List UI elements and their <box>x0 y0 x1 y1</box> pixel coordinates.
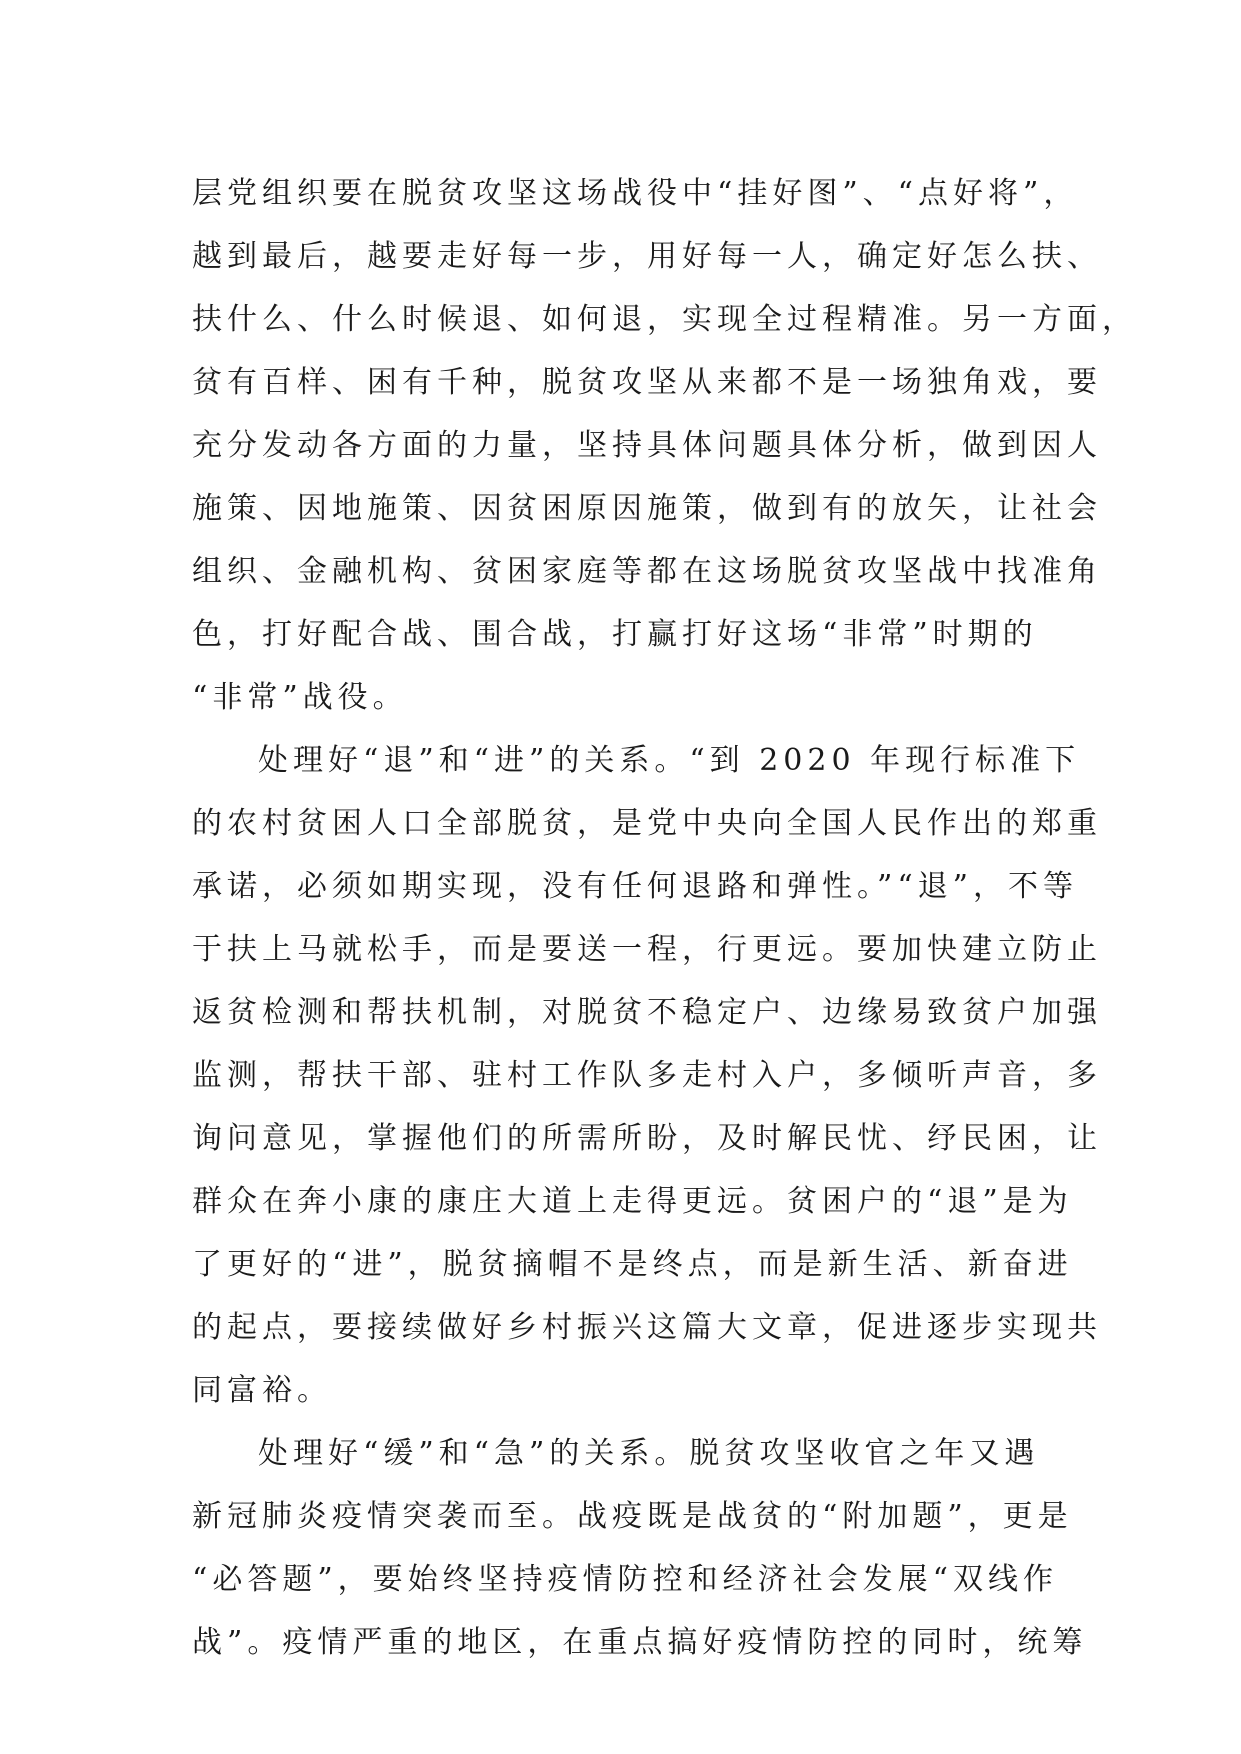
document-body <box>192 162 1137 1674</box>
text-line: 的起点，要接续做好乡村振兴这篇大文章，促进逐步实现共 <box>192 1310 1102 1345</box>
text-line: 返贫检测和帮扶机制，对脱贫不稳定户、边缘易致贫户加强 <box>192 995 1102 1030</box>
paragraph-first-line: 处理好“退”和“进”的关系。“到 2020 年现行标准下 <box>258 743 1081 778</box>
text-line: 越到最后，越要走好每一步，用好每一人，确定好怎么扶、 <box>192 239 1102 274</box>
paragraph-first-line: 处理好“缓”和“急”的关系。脱贫攻坚收官之年又遇 <box>258 1436 1040 1471</box>
text-line: 承诺，必须如期实现，没有任何退路和弹性。”“退”，不等 <box>192 869 1079 904</box>
text-line: 扶什么、什么时候退、如何退，实现全过程精准。另一方面， <box>192 302 1137 337</box>
text-line: 询问意见，掌握他们的所需所盼，及时解民忧、纾民困，让 <box>192 1121 1102 1156</box>
text-line: 群众在奔小康的康庄大道上走得更远。贫困户的“退”是为 <box>192 1184 1073 1219</box>
text-line: 贫有百样、困有千种，脱贫攻坚从来都不是一场独角戏，要 <box>192 365 1102 400</box>
text-line: 的农村贫困人口全部脱贫，是党中央向全国人民作出的郑重 <box>192 806 1102 841</box>
text-line: 同富裕。 <box>192 1373 332 1408</box>
text-line: “非常”战役。 <box>192 680 408 715</box>
text-line: 战”。疫情严重的地区，在重点搞好疫情防控的同时，统筹 <box>192 1625 1088 1660</box>
text-line: 施策、因地施策、因贫困原因施策，做到有的放矢，让社会 <box>192 491 1102 526</box>
text-line: 层党组织要在脱贫攻坚这场战役中“挂好图”、“点好将”， <box>192 176 1079 211</box>
text-line: 了更好的“进”，脱贫摘帽不是终点，而是新生活、新奋进 <box>192 1247 1073 1282</box>
text-line: “必答题”，要始终坚持疫情防控和经济社会发展“双线作 <box>192 1562 1059 1597</box>
text-line: 色，打好配合战、围合战，打赢打好这场“非常”时期的 <box>192 617 1038 652</box>
text-line: 新冠肺炎疫情突袭而至。战疫既是战贫的“附加题”，更是 <box>192 1499 1073 1534</box>
text-line: 充分发动各方面的力量，坚持具体问题具体分析，做到因人 <box>192 428 1102 463</box>
text-line: 组织、金融机构、贫困家庭等都在这场脱贫攻坚战中找准角 <box>192 554 1102 589</box>
text-line: 监测，帮扶干部、驻村工作队多走村入户，多倾听声音，多 <box>192 1058 1102 1093</box>
text-line: 于扶上马就松手，而是要送一程，行更远。要加快建立防止 <box>192 932 1102 967</box>
